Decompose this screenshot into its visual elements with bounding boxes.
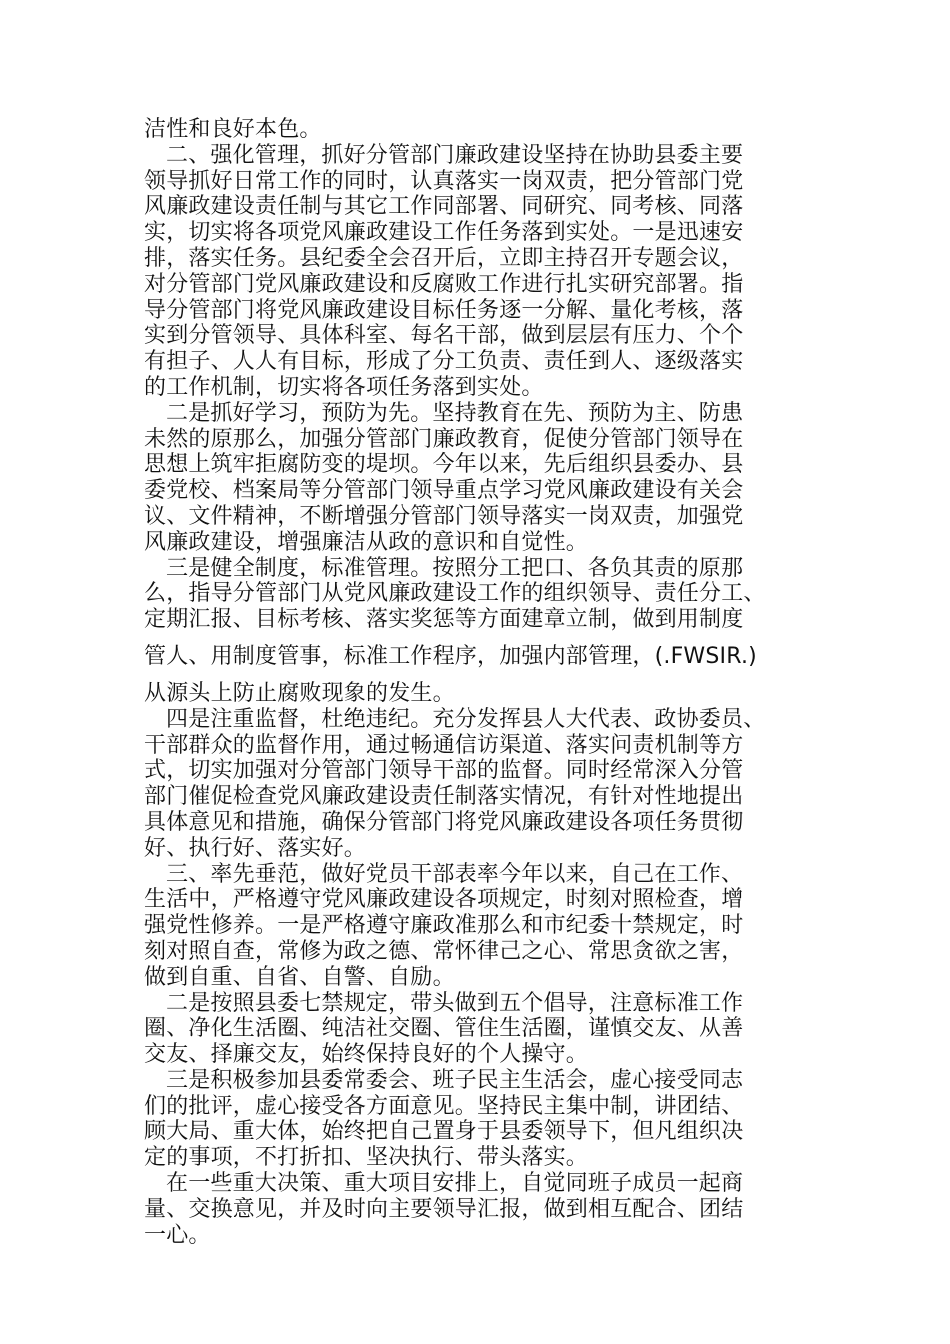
text-line: 从源头上防止腐败现象的发生。 [144, 680, 455, 706]
text-line: 刻对照自查，常修为政之德、常怀律己之心、常思贪欲之害， [144, 938, 744, 964]
text-line: 们的批评，虚心接受各方面意见。坚持民主集中制，讲团结、 [144, 1093, 744, 1119]
text-line: 四是注重监督，杜绝违纪。充分发挥县人大代表、政协委员、 [166, 706, 766, 732]
text-line: 式，切实加强对分管部门领导干部的监督。同时经常深入分管 [144, 758, 744, 784]
text-line: 部门催促检查党风廉政建设责任制落实情况，有针对性地提出 [144, 784, 744, 810]
text-line: 三、率先垂范，做好党员干部表率今年以来，自己在工作、 [166, 861, 744, 887]
text-line: 委党校、档案局等分管部门领导重点学习党风廉政建设有关会 [144, 478, 744, 504]
text-line: 思想上筑牢拒腐防变的堤坝。今年以来，先后组织县委办、县 [144, 452, 744, 478]
text-line: 顾大局、重大体，始终把自己置身于县委领导下，但凡组织决 [144, 1119, 744, 1145]
text-line: 定的事项，不打折扣、坚决执行、带头落实。 [144, 1145, 589, 1171]
paragraph [144, 556, 824, 707]
text-line: 对分管部门党风廉政建设和反腐败工作进行扎实研究部署。指 [144, 271, 744, 297]
text-line: 一心。 [144, 1222, 211, 1248]
text-line: 领导抓好日常工作的同时，认真落实一岗双责，把分管部门党 [144, 168, 744, 194]
text-line: 实到分管领导、具体科室、每名干部，做到层层有压力、个个 [144, 323, 744, 349]
text-line: 干部群众的监督作用，通过畅通信访渠道、落实问责机制等方 [144, 732, 744, 758]
text-line: 二是按照县委七禁规定，带头做到五个倡导，注意标准工作 [166, 990, 744, 1016]
paragraph [144, 401, 824, 556]
text-line: 圈、净化生活圈、纯洁社交圈、管住生活圈，谨慎交友、从善 [144, 1016, 744, 1042]
text-line: 做到自重、自省、自警、自励。 [144, 964, 455, 990]
text-line: 议、文件精神，不断增强分管部门领导落实一岗双责，加强党 [144, 503, 744, 529]
text-line: 么，指导分管部门从党风廉政建设工作的组织领导、责任分工、 [144, 581, 766, 607]
text-line: 二、强化管理，抓好分管部门廉政建设坚持在协助县委主要 [166, 142, 744, 168]
text-line: 三是健全制度，标准管理。按照分工把口、各负其责的原那 [166, 555, 744, 581]
text-line: 交友、择廉交友，始终保持良好的个人操守。 [144, 1042, 589, 1068]
paragraph [144, 991, 824, 1068]
text-line: 的工作机制，切实将各项任务落到实处。 [144, 374, 544, 400]
paragraph [144, 1171, 824, 1248]
paragraph [144, 117, 824, 143]
text-line: 二是抓好学习，预防为先。坚持教育在先、预防为主、防患 [166, 400, 744, 426]
text-line: 排，落实任务。县纪委全会召开后，立即主持召开专题会议， [144, 245, 744, 271]
text-line: 风廉政建设责任制与其它工作同部署、同研究、同考核、同落 [144, 194, 744, 220]
text-line: 未然的原那么，加强分管部门廉政教育，促使分管部门领导在 [144, 426, 744, 452]
text-line: 量、交换意见，并及时向主要领导汇报，做到相互配合、团结 [144, 1196, 744, 1222]
text-line: 管人、用制度管事，标准工作程序，加强内部管理，(.FWSIR.) [144, 643, 757, 669]
paragraph [144, 1068, 824, 1171]
text-line: 导分管部门将党风廉政建设目标任务逐一分解、量化考核，落 [144, 297, 744, 323]
text-line: 风廉政建设，增强廉洁从政的意识和自觉性。 [144, 529, 589, 555]
paragraph [144, 862, 824, 991]
text-line: 具体意见和措施，确保分管部门将党风廉政建设各项任务贯彻 [144, 809, 744, 835]
document-body [144, 117, 824, 1248]
text-line: 有担子、人人有目标，形成了分工负责、责任到人、逐级落实 [144, 349, 744, 375]
paragraph [144, 707, 824, 862]
text-line: 在一些重大决策、重大项目安排上，自觉同班子成员一起商 [166, 1171, 744, 1197]
text-line: 生活中，严格遵守党风廉政建设各项规定，时刻对照检查，增 [144, 887, 744, 913]
text-line: 强党性修养。一是严格遵守廉政准那么和市纪委十禁规定，时 [144, 913, 744, 939]
text-line: 定期汇报、目标考核、落实奖惩等方面建章立制，做到用制度 [144, 607, 744, 633]
paragraph [144, 143, 824, 401]
text-line: 三是积极参加县委常委会、班子民主生活会，虚心接受同志 [166, 1067, 744, 1093]
text-line: 实，切实将各项党风廉政建设工作任务落到实处。一是迅速安 [144, 220, 744, 246]
text-line: 好、执行好、落实好。 [144, 835, 367, 861]
text-line: 洁性和良好本色。 [144, 117, 322, 142]
